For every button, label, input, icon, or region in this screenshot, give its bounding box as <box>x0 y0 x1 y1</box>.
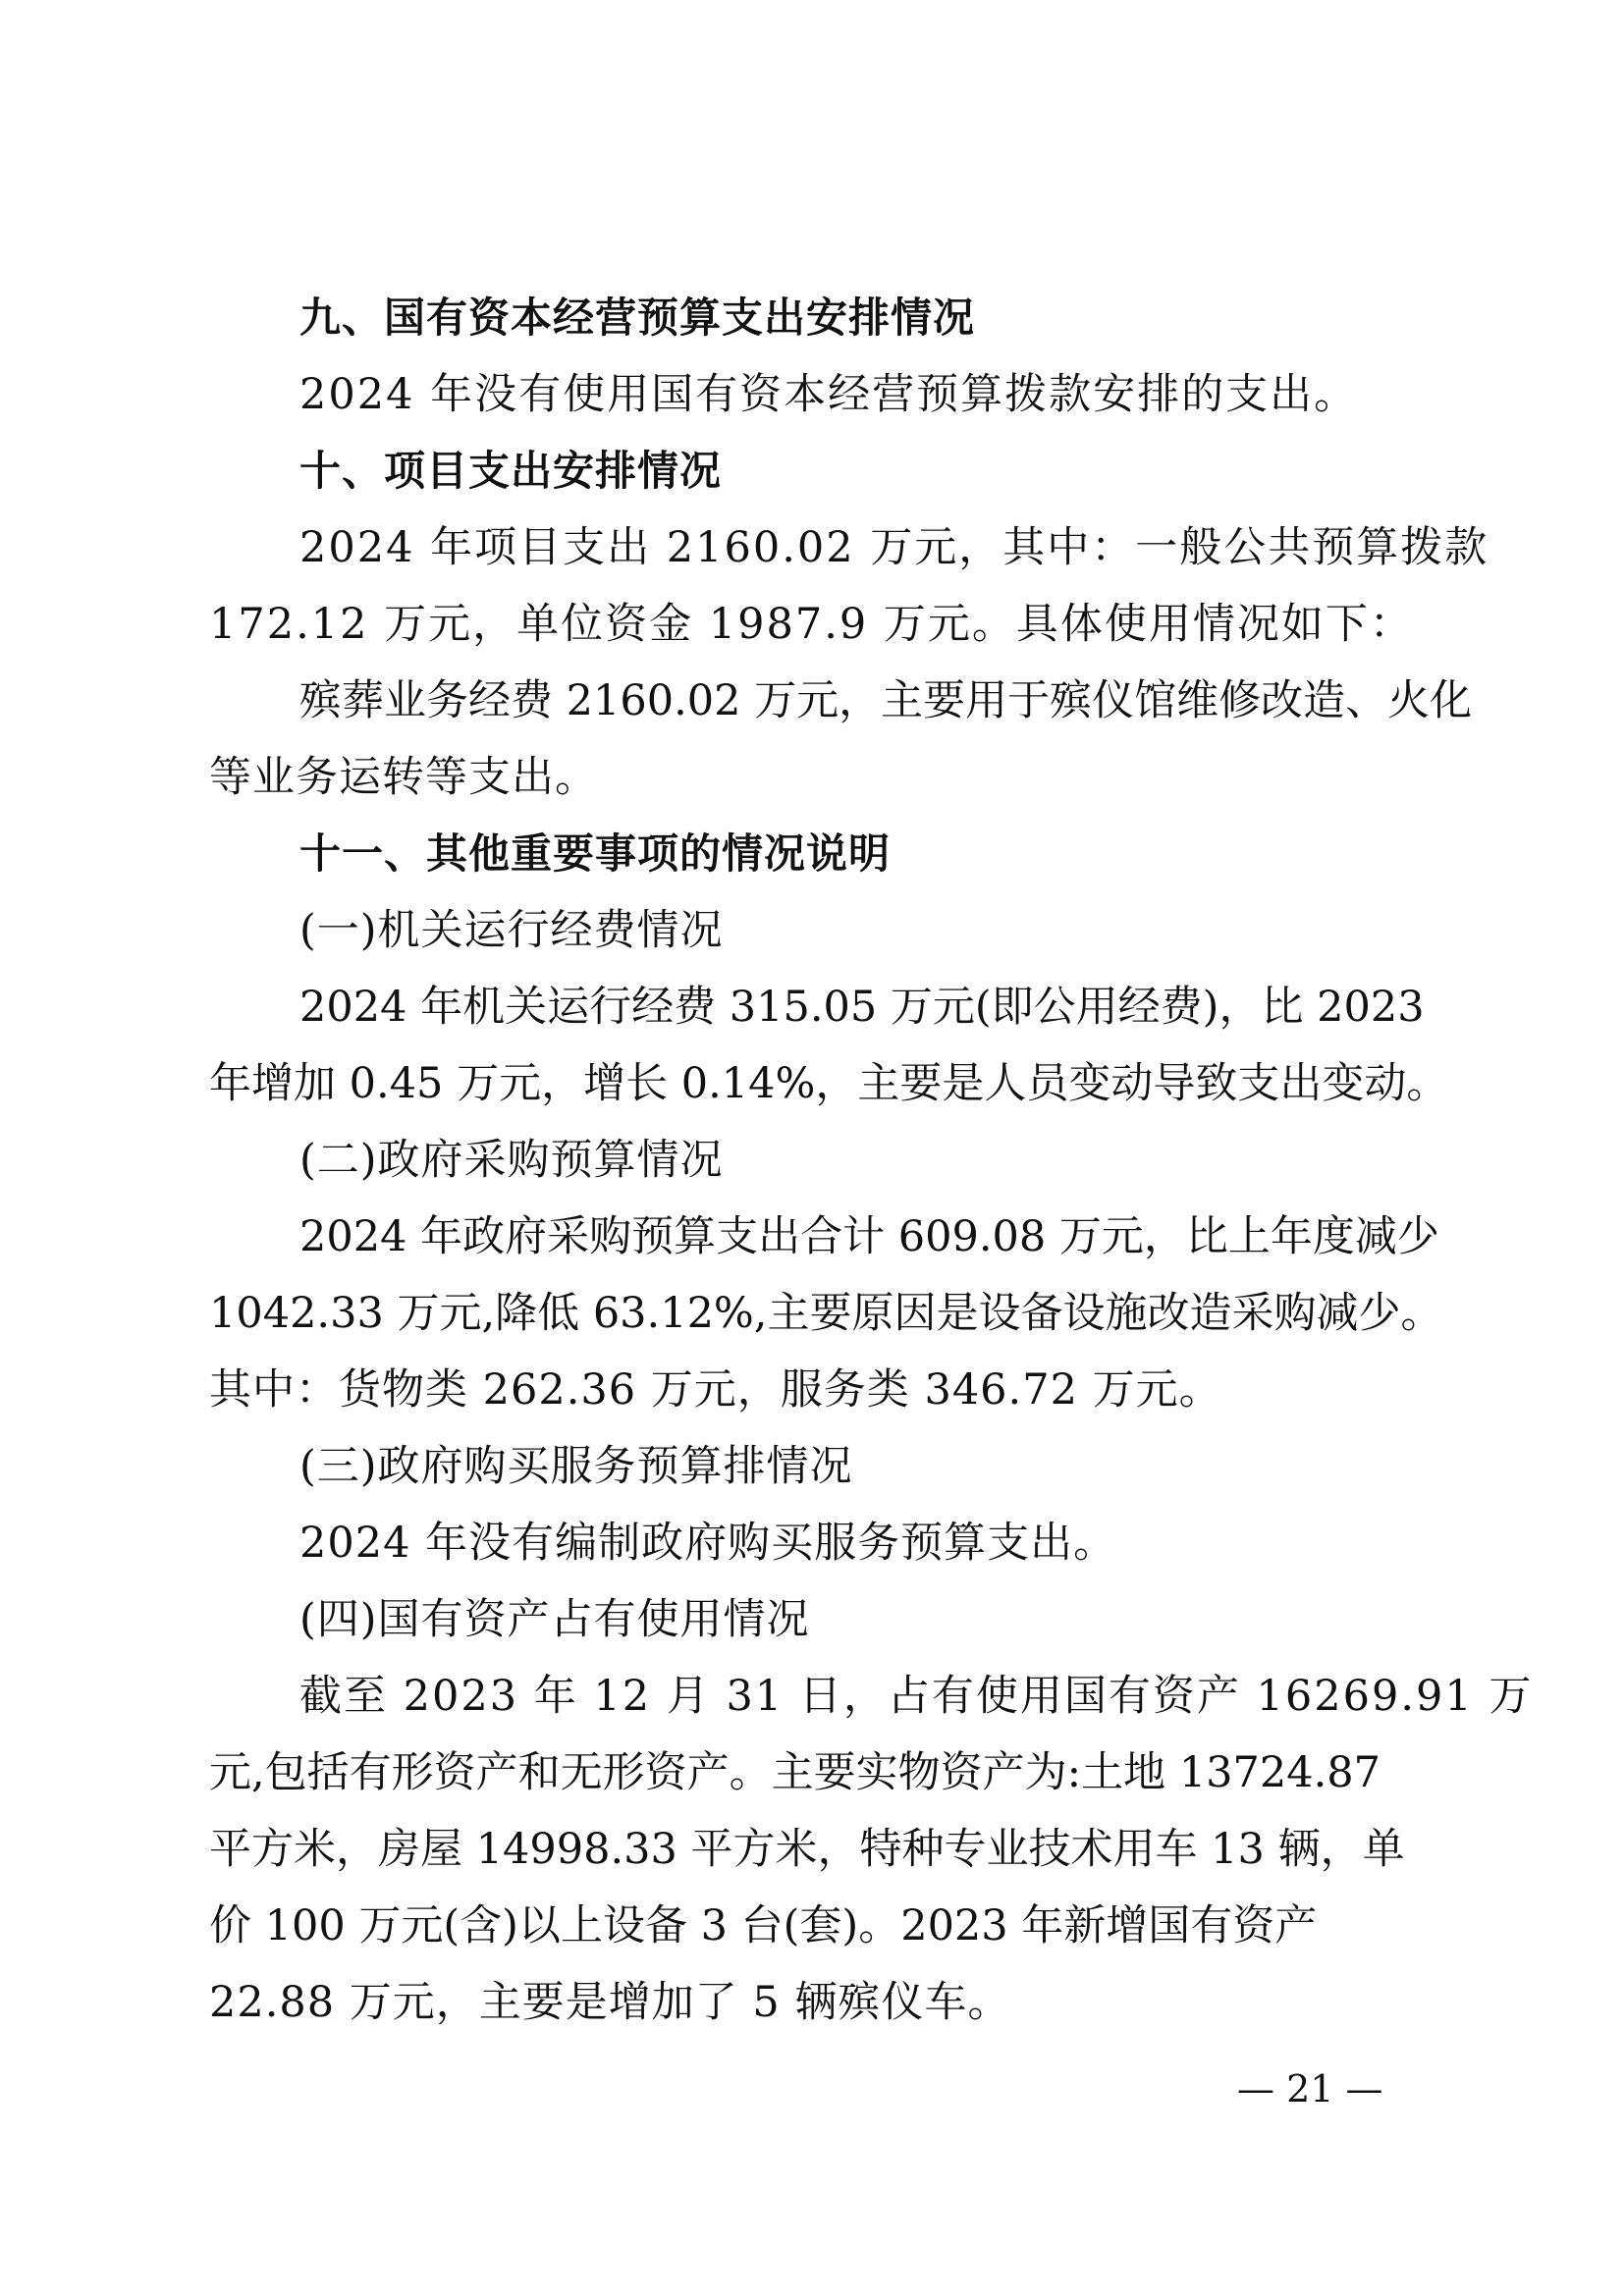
paragraph-line: 平方米，房屋 14998.33 平方米，特种专业技术用车 13 辆，单 <box>209 1825 1405 1874</box>
paragraph-line: 2024 年政府采购预算支出合计 609.08 万元，比上年度减少 <box>299 1212 1439 1261</box>
paragraph-line: 22.88 万元，主要是增加了 5 辆殡仪车。 <box>209 1978 1011 2027</box>
section-heading-9: 九、国有资本经营预算支出安排情况 <box>299 294 976 342</box>
subsection-heading-4: (四)国有资产占有使用情况 <box>299 1595 810 1644</box>
paragraph-line: 2024 年没有编制政府购买服务预算支出。 <box>299 1519 1117 1568</box>
paragraph-line: 截至 2023 年 12 月 31 日，占有使用国有资产 16269.91 万 <box>299 1672 1534 1721</box>
document-body <box>209 280 1534 2041</box>
paragraph-line: 172.12 万元，单位资金 1987.9 万元。具体使用情况如下： <box>209 600 1414 649</box>
paragraph-line: 年增加 0.45 万元，增长 0.14%，主要是人员变动导致支出变动。 <box>209 1059 1449 1108</box>
paragraph-line: 2024 年没有使用国有资本经营预算拨款安排的支出。 <box>299 370 1359 419</box>
paragraph-line: 元,包括有形资产和无形资产。主要实物资产为:土地 13724.87 <box>209 1748 1380 1797</box>
subsection-heading-1: (一)机关运行经费情况 <box>299 906 724 955</box>
subsection-heading-2: (二)政府采购预算情况 <box>299 1136 724 1185</box>
paragraph-line: 2024 年机关运行经费 315.05 万元(即公用经费)，比 2023 <box>299 983 1425 1032</box>
paragraph-line: 价 100 万元(含)以上设备 3 台(套)。2023 年新增国有资产 <box>209 1901 1318 1950</box>
paragraph-line: 殡葬业务经费 2160.02 万元，主要用于殡仪馆维修改造、火化 <box>299 676 1473 725</box>
paragraph-line: 其中：货物类 262.36 万元，服务类 346.72 万元。 <box>209 1365 1222 1415</box>
paragraph-line: 2024 年项目支出 2160.02 万元，其中：一般公共预算拨款 <box>299 523 1489 572</box>
page-number: — 21 — <box>1237 2067 1383 2110</box>
subsection-heading-3: (三)政府购买服务预算排情况 <box>299 1442 853 1491</box>
paragraph-line: 1042.33 万元,降低 63.12%,主要原因是设备设施改造采购减少。 <box>209 1289 1443 1338</box>
section-heading-10: 十、项目支出安排情况 <box>299 447 723 495</box>
section-heading-11: 十一、其他重要事项的情况说明 <box>299 829 892 878</box>
paragraph-line: 等业务运转等支出。 <box>209 753 598 802</box>
